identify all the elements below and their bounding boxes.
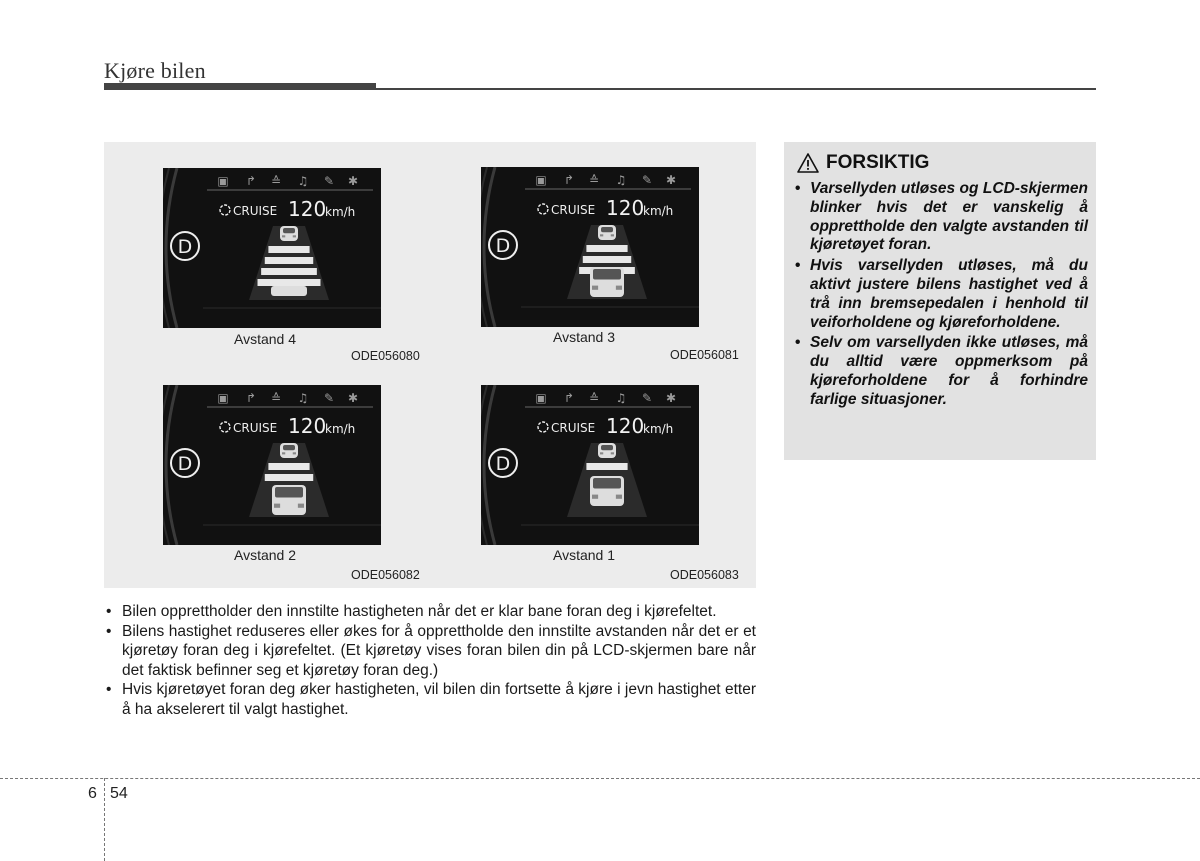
lane-icon: ≙ [588, 391, 600, 405]
caution-item: • Hvis varsellyden utløses, må du aktivt justere bilens hastighet ved å trå inn bremsepedalen i henhold til veiforholdene og kjøreforholdene. [794, 257, 1088, 332]
distance-bar [268, 463, 309, 470]
caution-list [794, 180, 1088, 412]
gear-icon: ✱ [665, 173, 677, 187]
lane-icon: ≙ [270, 391, 282, 405]
cluster-display-panel [163, 168, 381, 328]
vehicle-icon [590, 476, 624, 506]
wrench-icon: ✎ [641, 391, 653, 405]
vehicle-icon [598, 443, 616, 458]
vehicle-icon [272, 485, 306, 515]
cluster-display-panel [481, 167, 699, 327]
navigation-arrow-icon: ↱ [563, 391, 575, 405]
speed-unit: km/h [325, 205, 356, 219]
navigation-arrow-icon: ↱ [245, 391, 257, 405]
distance-bar [583, 256, 631, 263]
figure-code: ODE056083 [670, 568, 739, 582]
cruise-label: CRUISE [233, 204, 278, 218]
music-note-icon: ♫ [615, 391, 627, 405]
navigation-arrow-icon: ↱ [563, 173, 575, 187]
vehicle-icon [590, 267, 624, 297]
music-note-icon: ♫ [615, 173, 627, 187]
gear-icon: ✱ [347, 391, 359, 405]
gear-indicator: D [495, 453, 511, 475]
cruise-gauge-icon [220, 205, 230, 215]
cluster-display-panel [481, 385, 699, 545]
gear-icon: ✱ [665, 391, 677, 405]
set-speed: 120 [288, 197, 327, 221]
distance-bar [586, 245, 627, 252]
page-number: 54 [110, 785, 128, 802]
figure-code: ODE056080 [351, 349, 420, 363]
footer-rule [0, 778, 1200, 779]
distance-bar [268, 246, 309, 253]
panel-caption: Avstand 3 [553, 329, 616, 345]
wrench-icon: ✎ [323, 174, 335, 188]
bullet-item: • Hvis kjøretøyet foran deg øker hastigheten, vil bilen din fortsette å kjøre i jevn hastighet etter å ha akselerert til valgt hastighet. [104, 680, 756, 719]
trip-computer-icon: ▣ [217, 174, 229, 188]
cluster-display-panel [163, 385, 381, 545]
cruise-gauge-icon [538, 204, 548, 214]
wrench-icon: ✎ [641, 173, 653, 187]
distance-bar [258, 279, 321, 286]
bullet-item: • Bilen opprettholder den innstilte hastigheten når det er klar bane foran deg i kjørefeltet. [104, 602, 756, 622]
speed-unit: km/h [643, 204, 674, 218]
wrench-icon: ✎ [323, 391, 335, 405]
caution-title: FORSIKTIG [826, 152, 930, 173]
page-header-title: Kjøre bilen [104, 58, 206, 83]
lane-icon: ≙ [588, 173, 600, 187]
speed-unit: km/h [643, 422, 674, 436]
cruise-label: CRUISE [551, 421, 596, 435]
set-speed: 120 [288, 414, 327, 438]
header-rule [104, 88, 1096, 90]
gear-indicator: D [177, 453, 193, 475]
caution-item: • Varsellyden utløses og LCD-skjermen blinker hvis det er vanskelig å opprettholde den valgte avstanden til kjøretøyet foran. [794, 180, 1088, 255]
panel-caption: Avstand 4 [234, 331, 297, 347]
gear-indicator: D [177, 236, 193, 258]
panel-caption: Avstand 2 [234, 547, 297, 563]
music-note-icon: ♫ [297, 174, 309, 188]
vehicle-icon [280, 443, 298, 458]
trip-computer-icon: ▣ [535, 173, 547, 187]
warning-triangle-icon [796, 152, 820, 174]
trip-computer-icon: ▣ [535, 391, 547, 405]
figure-code: ODE056082 [351, 568, 420, 582]
vehicle-icon [598, 225, 616, 240]
caution-header [796, 152, 929, 174]
distance-bar [261, 268, 317, 275]
figure-code: ODE056081 [670, 348, 739, 362]
cruise-label: CRUISE [551, 203, 596, 217]
panel-caption: Avstand 1 [553, 547, 616, 563]
gear-icon: ✱ [347, 174, 359, 188]
cruise-gauge-icon [220, 422, 230, 432]
footer-divider [104, 778, 105, 861]
caution-box [784, 142, 1096, 460]
speed-unit: km/h [325, 422, 356, 436]
distance-bar [586, 463, 627, 470]
bullet-item: • Bilens hastighet reduseres eller økes for å opprettholde den innstilte avstanden når det er et kjøretøy foran deg i kjørefeltet. (Et kjøretøy vises foran bilen din på LCD-skjermen bare når det faktisk befinner seg et kjøretøy foran deg.) [104, 622, 756, 681]
cruise-distance-figure [104, 142, 756, 588]
distance-bar [265, 257, 313, 264]
lane-icon: ≙ [270, 174, 282, 188]
set-speed: 120 [606, 414, 645, 438]
gear-indicator: D [495, 235, 511, 257]
distance-bar [265, 474, 313, 481]
cruise-label: CRUISE [233, 421, 278, 435]
music-note-icon: ♫ [297, 391, 309, 405]
body-bullet-list [104, 602, 756, 719]
cruise-gauge-icon [538, 422, 548, 432]
own-vehicle-icon [271, 286, 307, 296]
navigation-arrow-icon: ↱ [245, 174, 257, 188]
caution-item: • Selv om varsellyden ikke utløses, må du alltid være oppmerksom på kjøreforholdene for å forhindre farlige situasjoner. [794, 334, 1088, 409]
chapter-number: 6 [88, 785, 97, 802]
trip-computer-icon: ▣ [217, 391, 229, 405]
vehicle-icon [280, 226, 298, 241]
set-speed: 120 [606, 196, 645, 220]
